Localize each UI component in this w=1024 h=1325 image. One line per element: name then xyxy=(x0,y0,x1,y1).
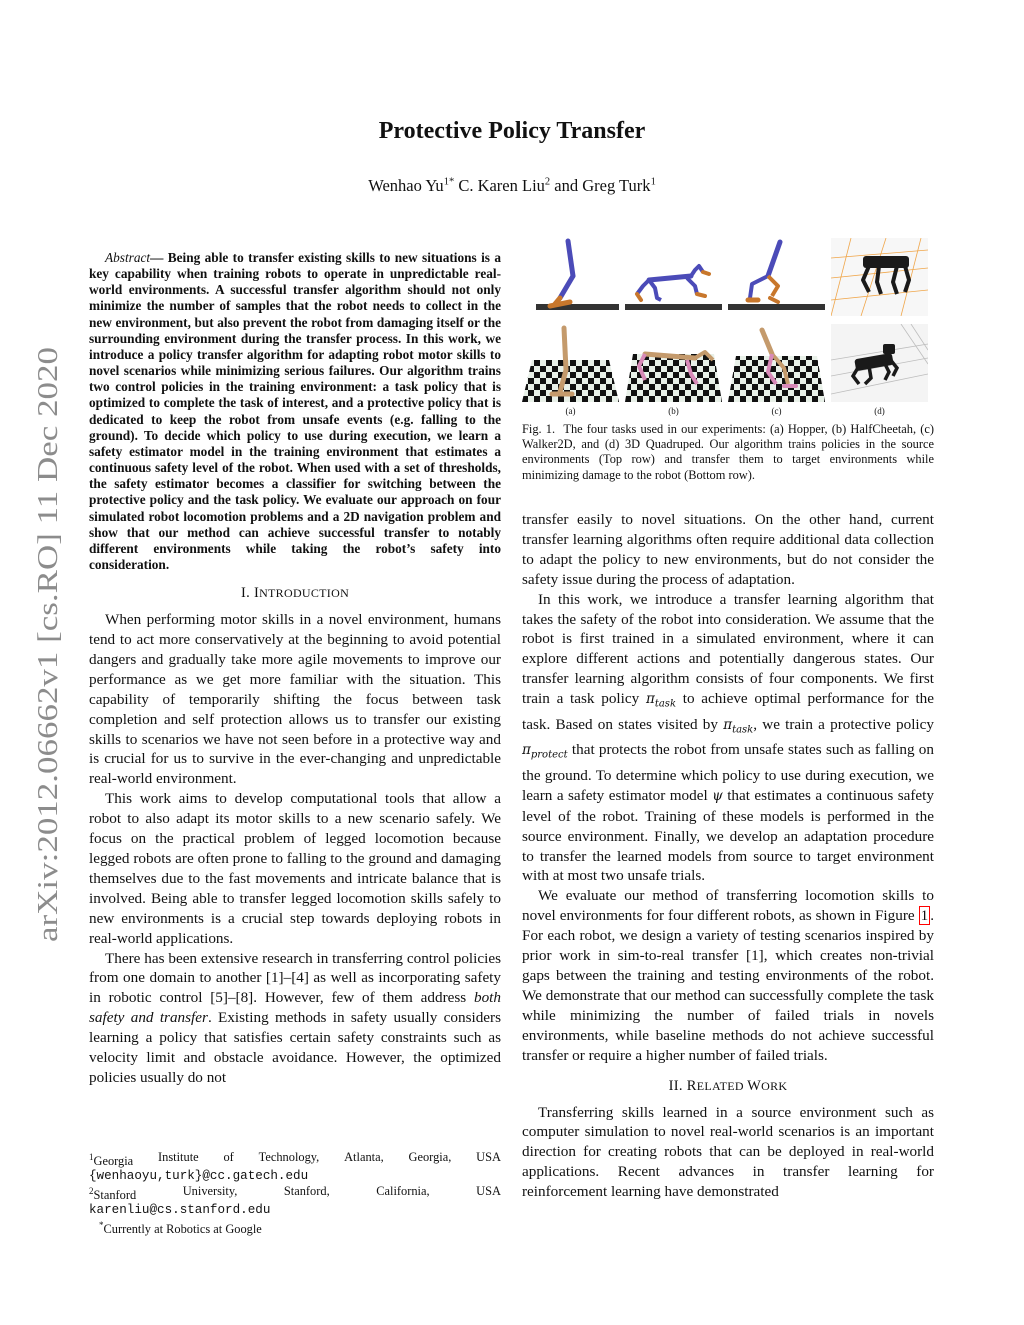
figure-caption xyxy=(522,422,934,483)
hopper-source-image xyxy=(522,238,619,316)
psi-symbol: ψ xyxy=(712,787,723,804)
author-1-affil: 1* xyxy=(443,176,455,188)
footnotes xyxy=(89,1150,501,1237)
paper-title: Protective Policy Transfer xyxy=(378,118,646,144)
author-2: C. Karen Liu xyxy=(458,176,545,195)
intro-paragraph-3 xyxy=(89,949,501,1088)
author-1: Wenhao Yu xyxy=(368,176,444,195)
p4-text-e: that estimates a continuous safety level of the robot. Training of these models is performed in the source environment. Finally, we develop an adaptation procedure to transfer the learned models from source to target environment with at most two unsafe trials. xyxy=(522,786,934,885)
footnote-word: USA xyxy=(476,1150,501,1164)
left-column xyxy=(89,250,501,1088)
intro-paragraph-5 xyxy=(522,886,934,1065)
footnote-word: Atlanta, xyxy=(344,1150,384,1164)
hopper-target-image xyxy=(522,324,619,402)
panel-label-c: (c) xyxy=(771,406,782,416)
author-3-affil: 1 xyxy=(650,176,656,188)
quadruped-source-image xyxy=(831,238,928,316)
pi-glyph: π xyxy=(522,742,531,759)
footnote-1-marker: 1 xyxy=(89,1152,94,1162)
footnote-2-email[interactable]: karenliu@cs.stanford.edu xyxy=(89,1203,271,1218)
halfcheetah-target-image xyxy=(625,324,722,402)
footnote-word: Stanford, xyxy=(283,1184,330,1199)
panel-label-d: (d) xyxy=(874,406,885,416)
figure-panel-labels xyxy=(522,406,934,416)
section-smallcaps: NTRODUCTION xyxy=(259,586,350,601)
panel-label-b: (b) xyxy=(668,406,679,416)
author-2-affil: 2 xyxy=(544,176,551,188)
abstract-dash: — xyxy=(150,250,164,265)
section-heading-related-work xyxy=(522,1078,934,1095)
section-numeral: II. xyxy=(668,1077,687,1094)
panel-label-a: (a) xyxy=(565,406,576,416)
quadruped-target-image xyxy=(831,324,928,402)
figure-1 xyxy=(522,238,934,483)
task-subscript: task xyxy=(654,698,676,710)
halfcheetah-source-image xyxy=(625,238,722,316)
section-smallcaps: ORK xyxy=(761,1078,788,1093)
protect-subscript: protect xyxy=(530,750,568,762)
right-column xyxy=(522,510,934,1202)
abstract-lead: Abstract xyxy=(105,250,151,265)
pi-glyph: π xyxy=(645,691,655,708)
intro-p3-emphasis: both safety and transfer xyxy=(89,989,501,1027)
p4-text-d: that protects the robot from unsafe states such as falling on the ground. To determine which policy to use during execution, we learn a safety estimator model xyxy=(522,741,934,804)
section-smallcaps: ELATED xyxy=(696,1078,748,1093)
abstract xyxy=(89,250,501,573)
footnote-1-email[interactable]: {wenhaoyu,turk}@cc.gatech.edu xyxy=(89,1169,309,1184)
author-3: Greg Turk xyxy=(582,176,651,195)
footnote-2-marker: 2 xyxy=(89,1186,94,1197)
caption-text: The four tasks used in our experiments: (a) Hopper, (b) HalfCheetah, (c) Walker2D, and (d) 3D Quadruped. Our algorithm trains policies in the source environments (Top row) and transfer them to target environments while minimizing damage to the robot (Bottom row). xyxy=(522,422,934,482)
intro-paragraph-2: This work aims to develop computational tools that allow a robot to also adapt its motor skills to a new scenario safely. We focus on the practical problem of legged locomotion because legged robots are often prone to falling to the ground and damaging themselves due to the fast movements and intricate balance that is involved. Being able to transfer legged locomotion skills safely to new environments is a crucial step towards deploying robots in real-world applications. xyxy=(89,790,501,947)
abstract-text: Being able to transfer existing skills to new situations is a key capability when training robots to operate in unpredictable real-world environments. A successful transfer algorithm should not only minimize the number of samples that the robot needs to collect in the new environment, but also prevent the robot from damaging itself or the surrounding environment during the transfer process. In this work, we introduce a policy transfer algorithm for adapting robot motor skills to novel scenarios while minimizing serious failures. Our algorithm trains two control policies in the training environment: a task policy that is optimized to complete the task of interest, and a protective policy that is dedicated to keep the robot from unsafe events (e.g. falling to the ground). To decide which policy to use during execution, we learn a safety estimator model in the training environment that estimates a continuous safety level of the robot. When used with a set of thresholds, the safety estimator becomes a classifier for switching between the protective policy and the task policy. We evaluate our approach on four simulated robot locomotion problems and a 2D navigation problem and show that our method can achieve successful transfer to notably different environments while taking the robot’s safety into consideration. xyxy=(89,250,501,572)
author-line xyxy=(0,176,1024,196)
section-initial: R xyxy=(686,1077,697,1094)
intro-p3-text-a: There has been extensive research in transferring control policies from one domain to another [1]–[4] as well as incorporating safety in robotic control [5]–[8]. However, few of them address xyxy=(89,949,501,1007)
section-initial: W xyxy=(747,1077,762,1094)
section-heading-introduction xyxy=(89,585,501,602)
footnote-word: California, xyxy=(376,1184,430,1199)
figure-grid xyxy=(522,238,934,402)
figure-1-link[interactable]: 1 xyxy=(920,907,929,925)
caption-label: Fig. 1. xyxy=(522,422,556,436)
p5-text-a: We evaluate our method of transferring locomotion skills to novel environments for four different robots, as shown in Figure xyxy=(522,887,934,925)
pi-protect-symbol xyxy=(522,742,568,762)
p5-text-b: . For each robot, we design a variety of testing scenarios inspired by prior work in sim-to-real transfer [1], which creates non-trivial gaps between the training and testing environments of the robot. We demonstrate that our method can successfully complete the task while minimizing the number of failed trials in novels environments, while baseline methods do not achieve successful transfer or require a higher number of failed trials. xyxy=(522,907,934,1064)
intro-paragraph-4 xyxy=(522,590,934,887)
footnote-word: Stanford xyxy=(93,1188,137,1203)
footnote-word: University, xyxy=(182,1184,238,1199)
task-subscript: task xyxy=(732,724,754,736)
author-connector: and xyxy=(554,176,579,195)
footnote-2-word xyxy=(89,1184,136,1203)
section-initial: I xyxy=(253,585,260,602)
footnote-word: Georgia, xyxy=(408,1150,452,1164)
footnote-2-line xyxy=(89,1184,501,1203)
intro-paragraph-1: When performing motor skills in a novel environment, humans tend to act more conservatively at the beginning to avoid potential dangers and gradually take more agile movements to improve our performance as we get more familiar with the situation. This capability of temporarily shifting the focus between task completion and self protection allows us to transfer our existing skills to scenarios we have not seen before in a protective way and is crucial for us to survive in the ever-changing and unpredictable real-world environment. xyxy=(89,611,501,788)
footnote-word: of xyxy=(223,1150,234,1164)
related-work-paragraph-1: Transferring skills learned in a source environment such as computer simulation to novel real-world scenarios is an important direction for creating robots that can be deployed in real-world applications. Recent advances in transfer learning for reinforcement learning have demonstrated xyxy=(522,1103,934,1201)
footnote-3-marker: * xyxy=(99,1220,104,1231)
walker2d-target-image xyxy=(728,324,825,402)
p4-text-b: to achieve optimal performance for the task. Based on states visited by xyxy=(522,690,934,733)
footnote-word: USA xyxy=(476,1184,501,1199)
arxiv-id: arXiv:2012.06662v1 [cs.RO] 11 Dec 2020 xyxy=(32,448,64,942)
footnote-1-word xyxy=(89,1150,133,1169)
footnote-word: Technology, xyxy=(258,1150,320,1164)
footnote-word: Georgia xyxy=(93,1154,134,1169)
walker2d-source-image xyxy=(728,238,825,316)
footnote-word: Institute xyxy=(158,1150,199,1164)
intro-continued-paragraph: transfer easily to novel situations. On the other hand, current transfer learning algorithms often require additional data collection to adapt the policy to new environments, but do not consider the safety issue during the process of adaptation. xyxy=(522,511,934,588)
pi-task-symbol xyxy=(723,716,754,736)
p4-text-c: , we train a protective policy xyxy=(753,715,934,733)
p4-text-a: In this work, we introduce a transfer learning algorithm that takes the safety of the robot into consideration. We assume that the robot is first trained in a simulated environment, where it can explore different actions and potentially dangerous states. Our transfer learning algorithm consists of four components. We first train a task policy xyxy=(522,590,934,708)
section-numeral: I. xyxy=(240,585,254,602)
footnote-3-text: Currently at Robotics at Google xyxy=(103,1222,262,1237)
pi-task-symbol xyxy=(645,691,676,710)
pi-glyph: π xyxy=(723,716,733,733)
footnote-1-line xyxy=(89,1150,501,1169)
footnote-3 xyxy=(89,1218,501,1237)
intro-p3-text-b: . Existing methods in safety usually considers learning a policy that satisfies certain safety constraints such as velocity limit and obstacle avoidance. However, the optimized policies usually do not xyxy=(89,1009,501,1086)
